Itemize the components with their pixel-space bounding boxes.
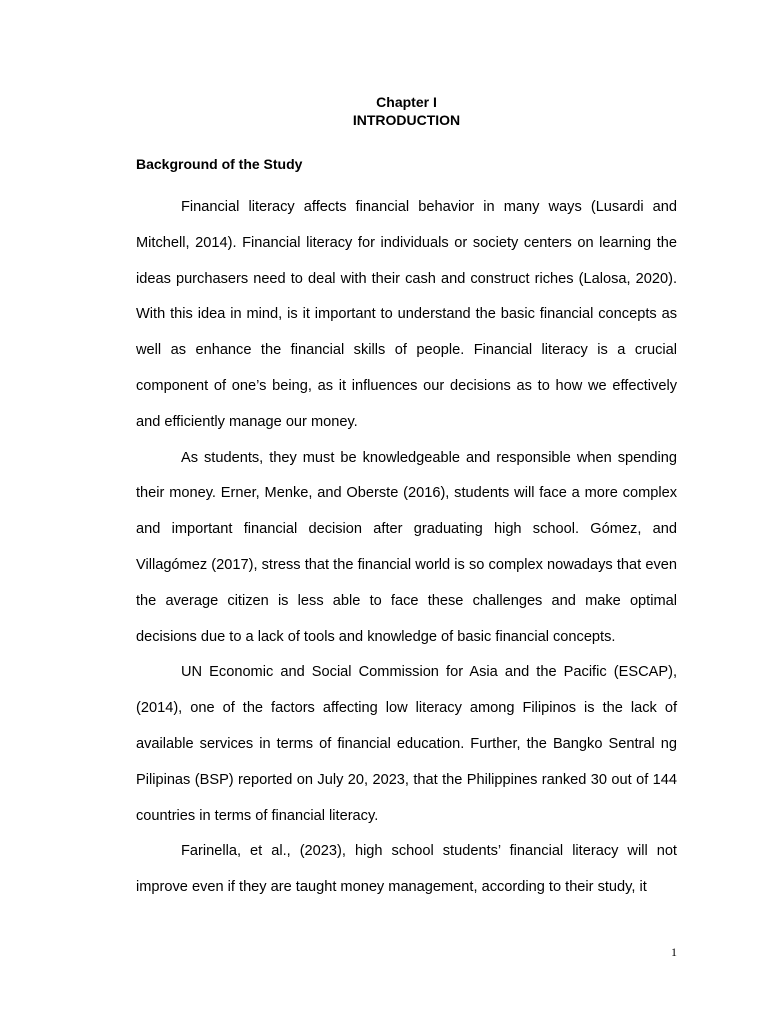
chapter-title: INTRODUCTION	[352, 112, 461, 128]
paragraph-1: Financial literacy affects financial behavior in many ways (Lusardi and Mitchell, 2014). Financial literacy for individuals or society centers on learning the ideas purchasers need to deal with their cash and construct riches (Lalosa, 2020). With this idea in mind, is it important to understand the basic financial concepts as well as enhance the financial skills of people. Financial literacy is a crucial component of one’s being, as it influences our decisions as to how we effectively and efficiently manage our money.	[136, 199, 677, 430]
chapter-label: Chapter I	[376, 94, 437, 110]
chapter-heading	[136, 93, 677, 129]
page-number: 1	[671, 945, 677, 959]
paragraph-3: UN Economic and Social Commission for Asia and the Pacific (ESCAP), (2014), one of the factors affecting low literacy among Filipinos is the lack of available services in terms of financial education. Further, the Bangko Sentral ng Pilipinas (BSP) reported on July 20, 2023, that the Philippines ranked 30 out of 144 countries in terms of financial literacy.	[136, 664, 677, 824]
body-text	[136, 190, 677, 906]
paragraph-4: Farinella, et al., (2023), high school students’ financial literacy will not improve even if they are taught money management, according to their study, it	[136, 843, 677, 896]
paragraph-2: As students, they must be knowledgeable and responsible when spending their money. Erner, Menke, and Oberste (2016), students will face a more complex and important financial decision after graduating high school. Gómez, and Villagómez (2017), stress that the financial world is so complex nowadays that even the average citizen is less able to face these challenges and make optimal decisions due to a lack of tools and knowledge of basic financial concepts.	[136, 449, 677, 645]
section-title: Background of the Study	[136, 156, 303, 172]
